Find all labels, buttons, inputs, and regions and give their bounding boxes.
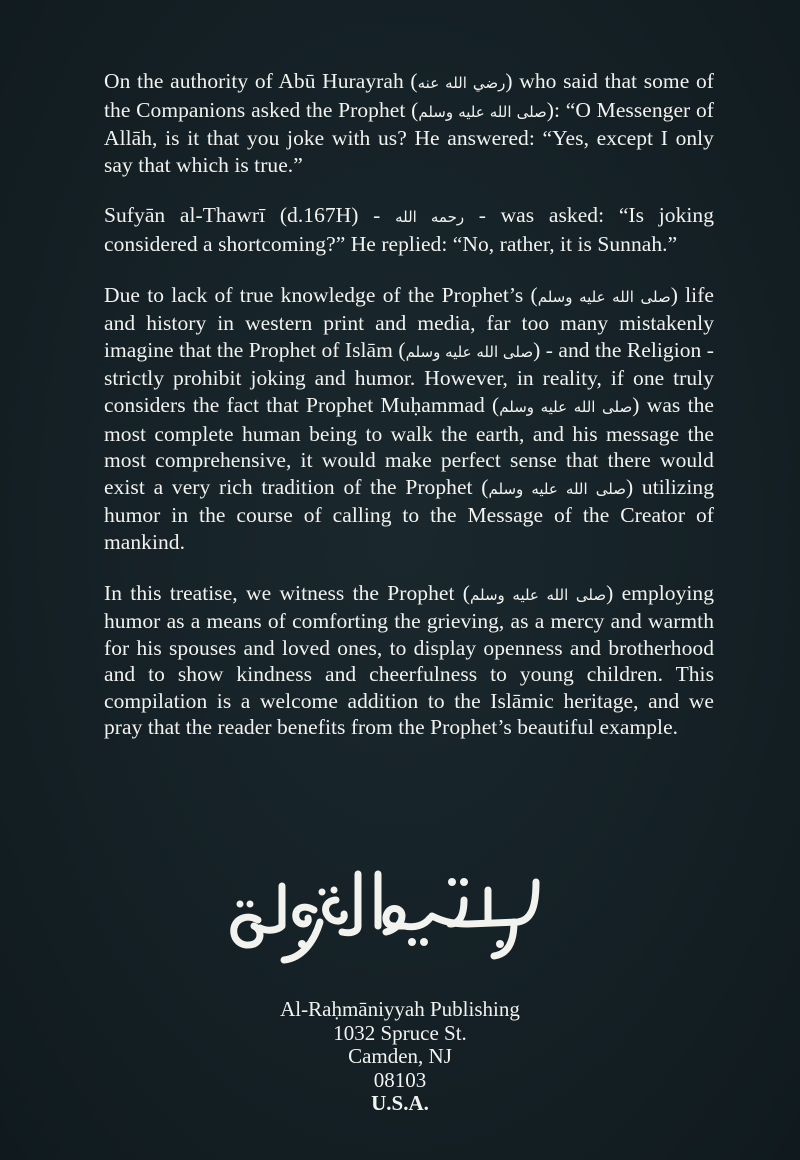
publisher-name: Al-Raḥmāniyyah Publishing [280, 997, 520, 1021]
paragraph-2 [104, 202, 714, 257]
honorific-glyph: رحمه الله [395, 208, 465, 227]
text-run: Sufyān al-Thawrī (d.167H) - [104, 203, 396, 228]
text-run: ) utilizing humor in the course of calling to the Message of the Creator of mankind. [104, 474, 715, 554]
publisher-country: U.S.A. [371, 1091, 429, 1115]
paragraph-3 [104, 282, 714, 556]
text-run: ): “O Messenger of Allāh, is it that you joke with us? He answered: “Yes, except I only say that which is true.” [104, 97, 715, 177]
text-run: ) - and the Religion - strictly prohibit joking and humor. However, in reality, if one truly considers the fact that Prophet Muḥammad ( [104, 337, 714, 417]
honorific-glyph: صلى الله عليه وسلم [470, 585, 607, 604]
text-run: On the authority of Abū Hurayrah ( [104, 69, 418, 93]
text-run: Due to lack of true knowledge of the Prophet’s ( [104, 282, 538, 307]
description-text [104, 68, 714, 765]
honorific-glyph: صلى الله عليه وسلم [405, 342, 534, 361]
publisher-city: Camden, NJ [348, 1044, 452, 1068]
paragraph-1 [104, 68, 714, 178]
text-run: ) who said that some of the Companions asked the Prophet ( [104, 69, 714, 122]
publisher-calligraphy-logo [218, 860, 548, 970]
publisher-street: 1032 Spruce St. [333, 1020, 467, 1045]
honorific-glyph: صلى الله عليه وسلم [418, 102, 547, 121]
publisher-address [200, 998, 600, 1116]
honorific-glyph: رضي الله عنه [417, 74, 506, 92]
text-run: In this treatise, we witness the Prophet ( [104, 580, 471, 605]
text-run: ) was the most complete human being to walk the earth, and his message the most comprehensive, it would make perfect sense that there would exist a very rich tradition of the Prophet ( [104, 392, 715, 499]
honorific-glyph: صلى الله عليه وسلم [537, 287, 671, 306]
text-run: ) life and history in western print and media, far too many mistakenly imagine that the Prophet of Islām ( [104, 282, 715, 362]
publisher-zip: 08103 [373, 1067, 427, 1092]
paragraph-4 [104, 580, 714, 742]
honorific-glyph: صلى الله عليه وسلم [499, 397, 633, 416]
honorific-glyph: صلى الله عليه وسلم [488, 479, 626, 498]
text-run: ) employing humor as a means of comforting the grieving, as a mercy and warmth for his spouses and loved ones, to display openness and brotherhood and to show kindness and cheerfulness to young children. This compilation is a welcome addition to the Islāmic heritage, and we pray that the reader benefits from the Prophet’s beautiful example. [104, 580, 714, 740]
text-run: - was asked: “Is joking considered a shortcoming?” He replied: “No, rather, it is Sunnah.” [104, 203, 715, 256]
